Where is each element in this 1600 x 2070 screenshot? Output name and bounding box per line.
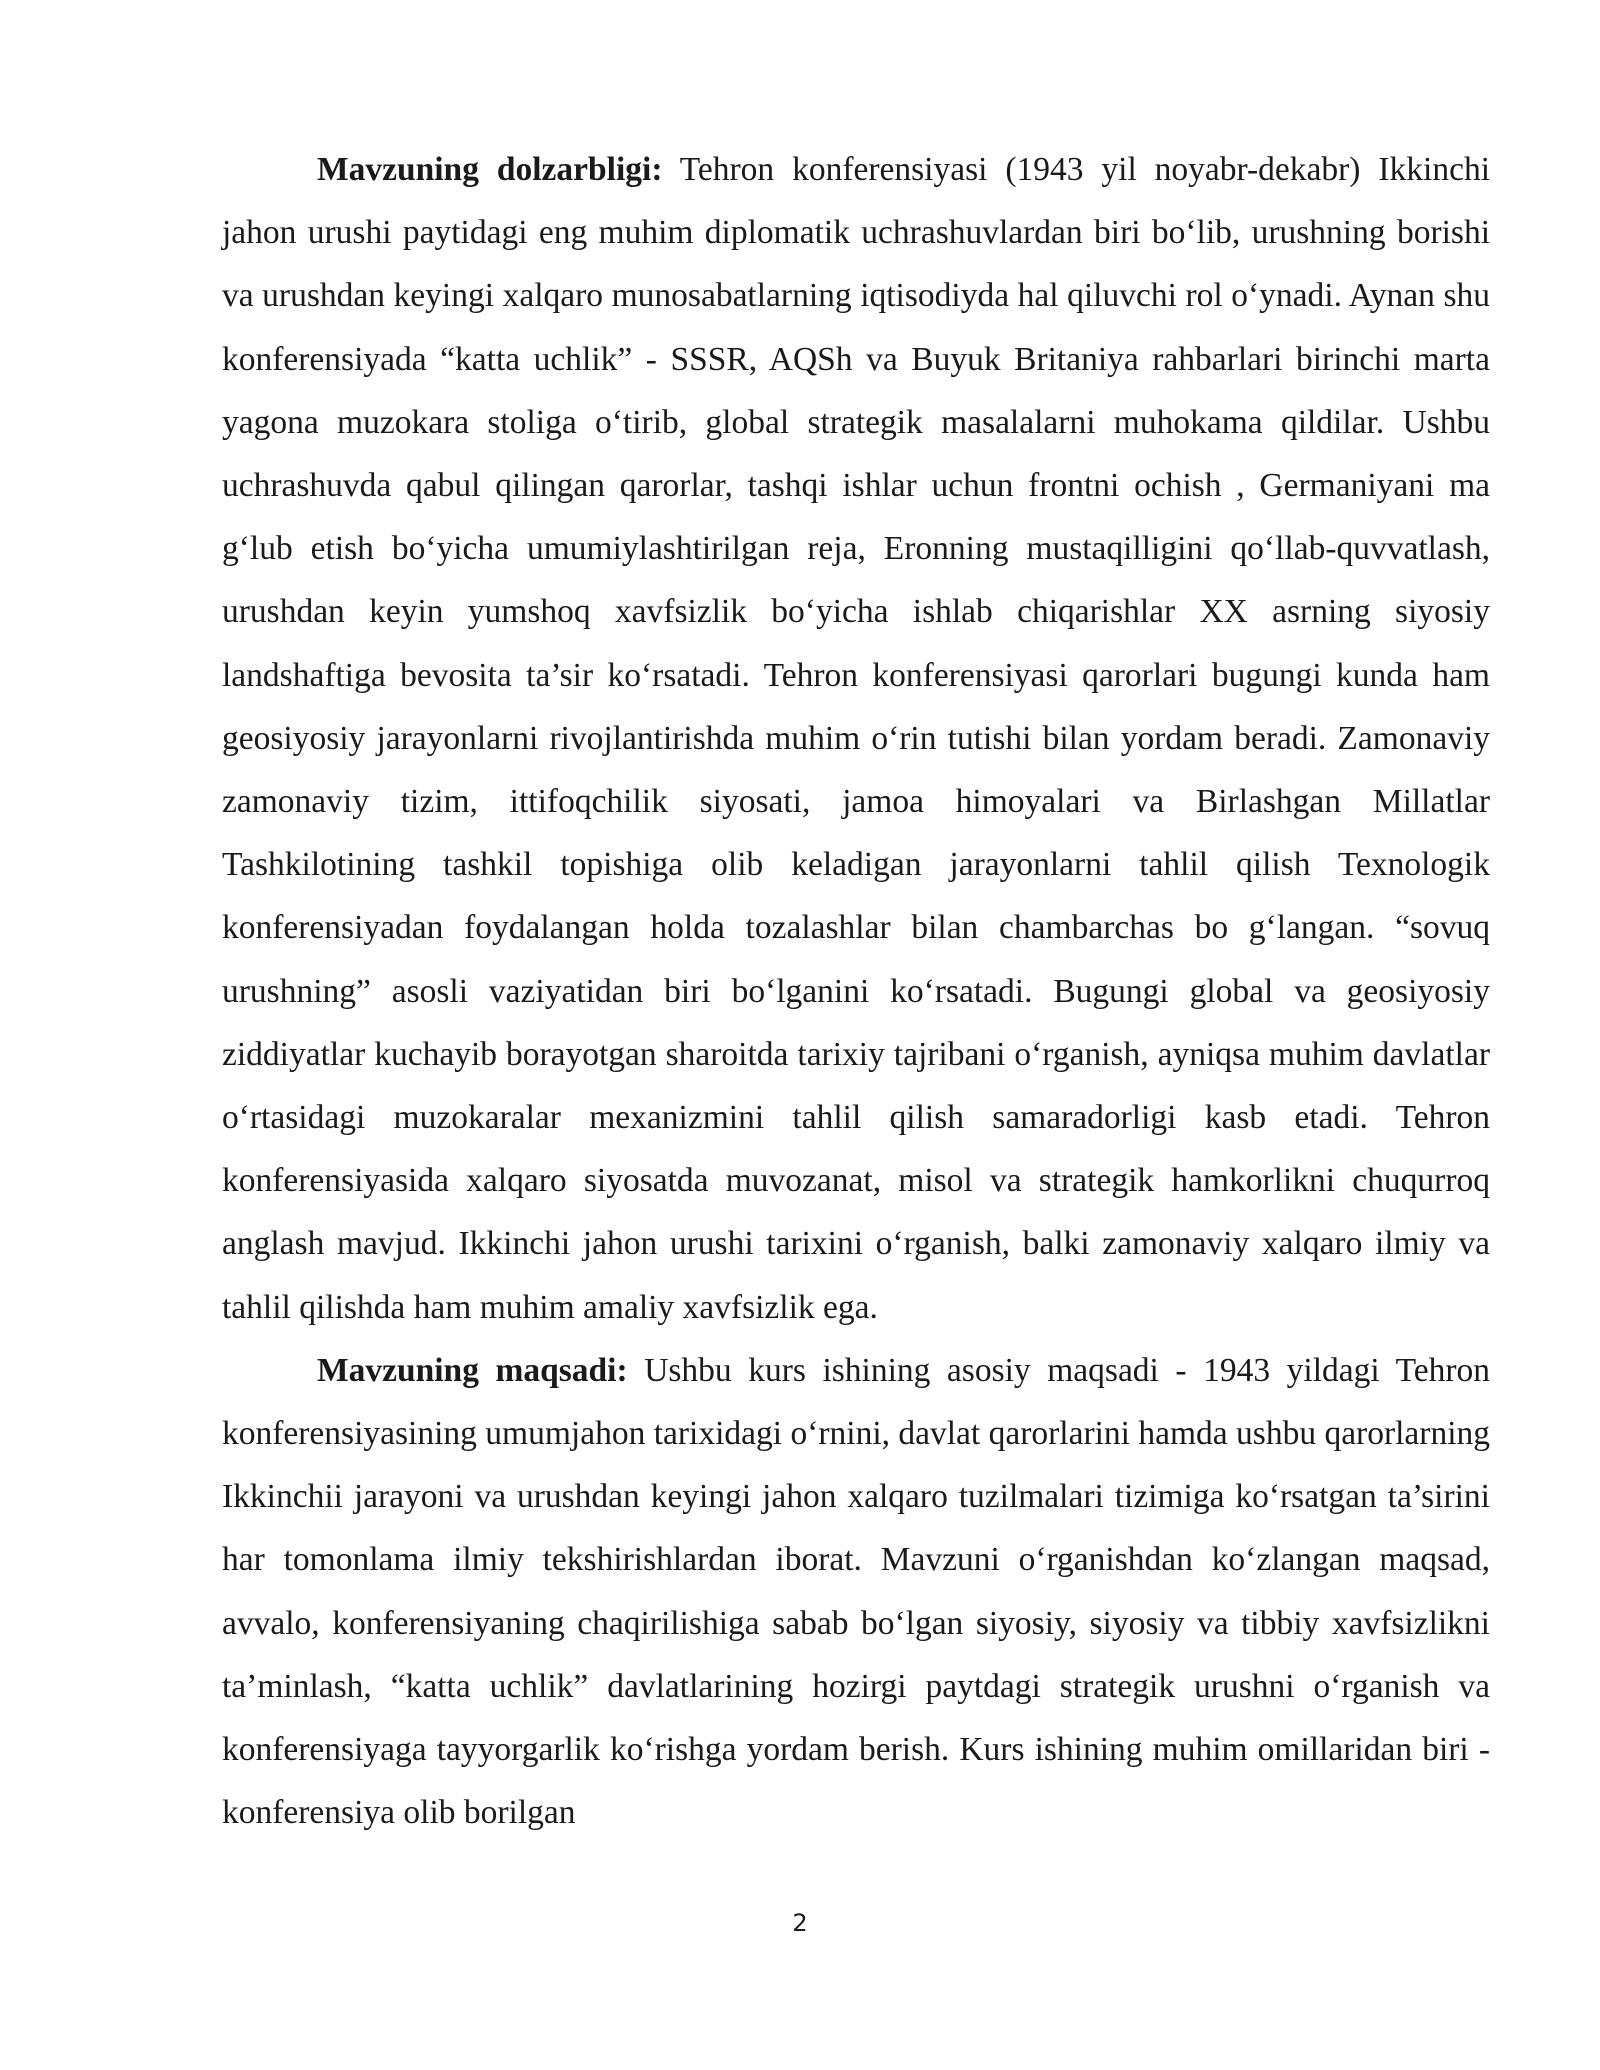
paragraph-goal bbox=[222, 1339, 1490, 1845]
paragraph-relevance-text: Tehron konferensiyasi (1943 yil noyabr-dekabr) Ikkinchi jahon urushi paytidagi eng muhim diplomatik uchrashuvlardan biri bo‘lib, urushning borishi va urushdan keyingi xalqaro munosabatlarning iqtisodiyda hal qiluvchi rol o‘ynadi. Aynan shu konferensiyada “katta uchlik” - SSSR, AQSh va Buyuk Britaniya rahbarlari birinchi marta yagona muzokara stoliga o‘tirib, global strategik masalalarni muhokama qildilar. Ushbu uchrashuvda qabul qilingan qarorlar, tashqi ishlar uchun frontni ochish , Germaniyani ma g‘lub etish bo‘yicha umumiylashtirilgan reja, Eronning mustaqilligini qo‘llab-quvvatlash, urushdan keyin yumshoq xavfsizlik bo‘yicha ishlab chiqarishlar XX asrning siyosiy landshaftiga bevosita ta’sir ko‘rsatadi. Tehron konferensiyasi qarorlari bugungi kunda ham geosiyosiy jarayonlarni rivojlantirishda muhim o‘rin tutishi bilan yordam beradi. Zamonaviy zamonaviy tizim, ittifoqchilik siyosati, jamoa himoyalari va Birlashgan Millatlar Tashkilotining tashkil topishiga olib keladigan jarayonlarni tahlil qilish Texnologik konferensiyadan foydalangan holda tozalashlar bilan chambarchas bo g‘langan. “sovuq urushning” asosli vaziyatidan biri bo‘lganini ko‘rsatadi. Bugungi global va geosiyosiy ziddiyatlar kuchayib borayotgan sharoitda tarixiy tajribani o‘rganish, ayniqsa muhim davlatlar o‘rtasidagi muzokaralar mexanizmini tahlil qilish samaradorligi kasb etadi. Tehron konferensiyasida xalqaro siyosatda muvozanat, misol va strategik hamkorlikni chuqurroq anglash mavjud. Ikkinchi jahon urushi tarixini o‘rganish, balki zamonaviy xalqaro ilmiy va tahlil qilishda ham muhim amaliy xavfsizlik ega. bbox=[222, 151, 1491, 1326]
paragraph-goal-label: Mavzuning maqsadi: bbox=[317, 1351, 628, 1389]
page-number: 2 bbox=[792, 1909, 808, 1937]
paragraph-relevance-label: Mavzuning dolzarbligi: bbox=[317, 151, 663, 188]
body-text bbox=[222, 138, 1490, 1844]
paragraph-goal-text: Ushbu kurs ishining asosiy maqsadi - 1943 yildagi Tehron konferensiyasining umumjahon tarixidagi o‘rnini, davlat qarorlarini hamda ushbu qarorlarning Ikkinchii jarayoni va urushdan keyingi jahon xalqaro tuzilmalari tizimiga ko‘rsatgan ta’sirini har tomonlama ilmiy tekshirishlardan iborat. Mavzuni o‘rganishdan ko‘zlangan maqsad, avvalo, konferensiyaning chaqirilishiga sabab bo‘lgan siyosiy, siyosiy va tibbiy xavfsizlikni ta’minlash, “katta uchlik” davlatlarining hozirgi paytdagi strategik urushni o‘rganish va konferensiyaga tayyorgarlik ko‘rishga yordam berish. Kurs ishining muhim omillaridan biri - konferensiya olib borilgan bbox=[222, 1351, 1491, 1832]
paragraph-relevance bbox=[222, 138, 1490, 1339]
